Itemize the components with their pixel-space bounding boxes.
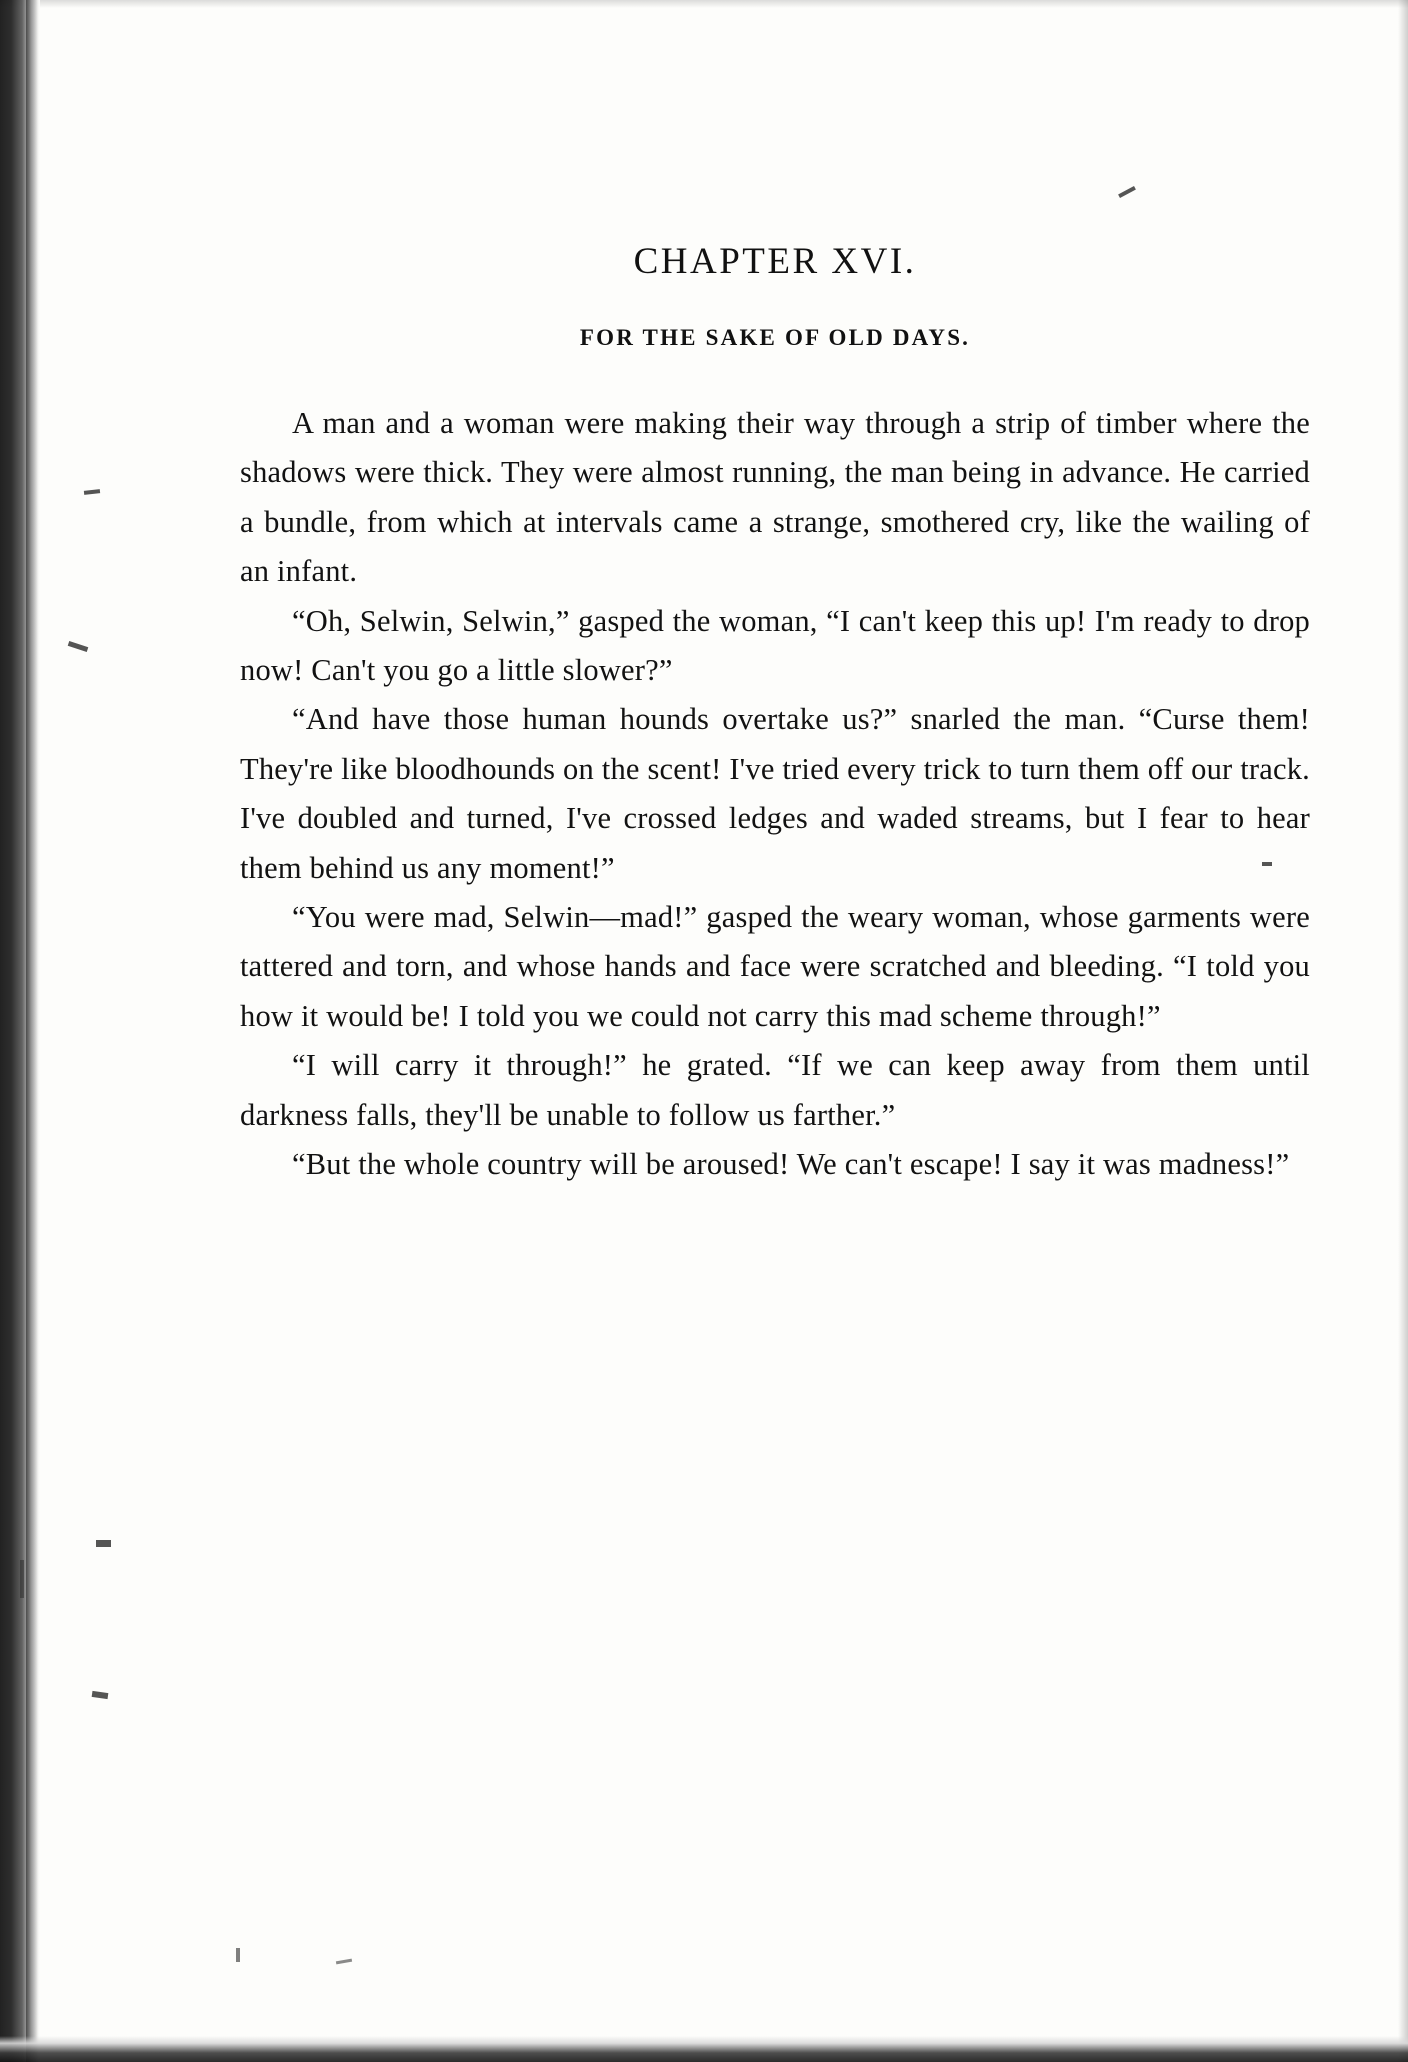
chapter-subtitle: FOR THE SAKE OF OLD DAYS. xyxy=(579,325,971,350)
body-paragraph: “I will carry it through!” he grated. “If we can keep away from them until darkness falls, they'll be unable to follow us farther.” xyxy=(240,1048,1310,1132)
scan-edge-left-shadow xyxy=(26,0,38,2062)
chapter-heading: CHAPTER XVI. xyxy=(633,241,917,282)
scan-artifact-mark xyxy=(92,1691,109,1699)
scan-artifact-mark xyxy=(96,1540,111,1547)
scan-artifact-mark xyxy=(84,489,100,495)
body-paragraph: A man and a woman were making their way through a strip of timber where the shadows were thick. They were almost running, the man being in advance. He carried a bundle, from which at intervals came a strange, smothered cry, like the wailing of an infant. xyxy=(240,406,1310,589)
body-paragraph: “And have those human hounds overtake us?” snarled the man. “Curse them! They're like bloodhounds on the scent! I've tried every trick to turn them off our track. I've doubled and turned, I've crossed ledges and waded streams, but I fear to hear them behind us any moment!” xyxy=(240,702,1310,885)
body-paragraph: “You were mad, Selwin—mad!” gasped the weary woman, whose garments were tattered and torn, and whose hands and face were scratched and bleeding. “I told you how it would be! I told you we could not carry this mad scheme through!” xyxy=(240,900,1310,1033)
scan-edge-right xyxy=(1398,0,1408,2062)
scan-artifact-mark xyxy=(68,641,89,652)
scan-artifact-mark xyxy=(1118,186,1136,198)
scan-edge-top xyxy=(0,0,1408,8)
scan-edge-bottom xyxy=(0,2036,1408,2062)
scan-artifact-mark xyxy=(236,1948,240,1962)
body-paragraph: “Oh, Selwin, Selwin,” gasped the woman, “I can't keep this up! I'm ready to drop now! Can't you go a little slower?” xyxy=(240,603,1310,688)
body-paragraph: “But the whole country will be aroused! We can't escape! I say it was madness!” xyxy=(292,1147,1290,1182)
scan-artifact-mark xyxy=(336,1959,352,1965)
text-column xyxy=(240,240,1310,1190)
scan-artifact-mark xyxy=(20,1560,24,1598)
